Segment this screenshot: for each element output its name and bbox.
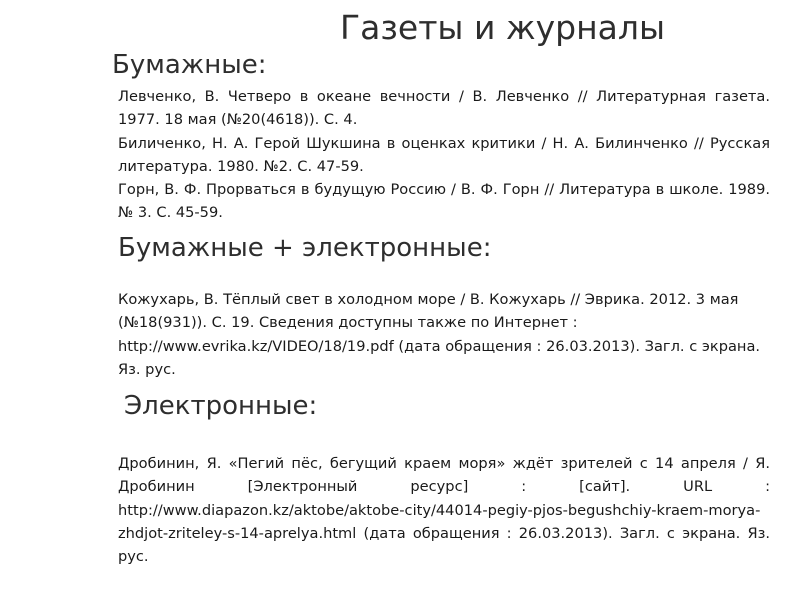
section-heading-paper: Бумажные: [112,50,267,80]
citation-entry: Горн, В. Ф. Прорваться в будущую Россию / В. Ф. Горн // Литература в школе. 1989. № 3. С. 45-59. [118,181,770,222]
electronic-entries [118,452,770,568]
citation-entry: Дробинин, Я. «Пегий пёс, бегущий краем моря» ждёт зрителей с 14 апреля / Я. Дробинин [Электронный ресурс] : [сайт]. URL : http://www.diapazon.kz/aktobe/aktobe-city/44014-pegiy-pjos-begushchiy-kraem-morya-zhdjot-zriteley-s-14-aprelya.html (дата обращения : 26.03.2013). Загл. с экрана. Яз. рус. [118,455,770,566]
citation-entry: Кожухарь, В. Тёплый свет в холодном море / В. Кожухарь // Эврика. 2012. 3 мая (№18(931)). С. 19. Сведения доступны также по Интернет : http://www.evrika.kz/VIDEO/18/19.pdf (дата обращения : 26.03.2013). Загл. с экрана. Яз. рус. [118,291,761,378]
mixed-entries [118,288,770,381]
paper-entries [118,85,770,225]
section-heading-mixed: Бумажные + электронные: [118,233,492,263]
citation-entry: Биличенко, Н. А. Герой Шукшина в оценках критики / Н. А. Билинченко // Русская литература. 1980. №2. С. 47-59. [118,134,770,175]
section-heading-electronic: Электронные: [124,391,318,421]
page-title: Газеты и журналы [340,8,666,47]
citation-entry: Левченко, В. Четверо в океане вечности / В. Левченко // Литературная газета. 1977. 18 мая (№20(4618)). С. 4. [118,88,770,129]
